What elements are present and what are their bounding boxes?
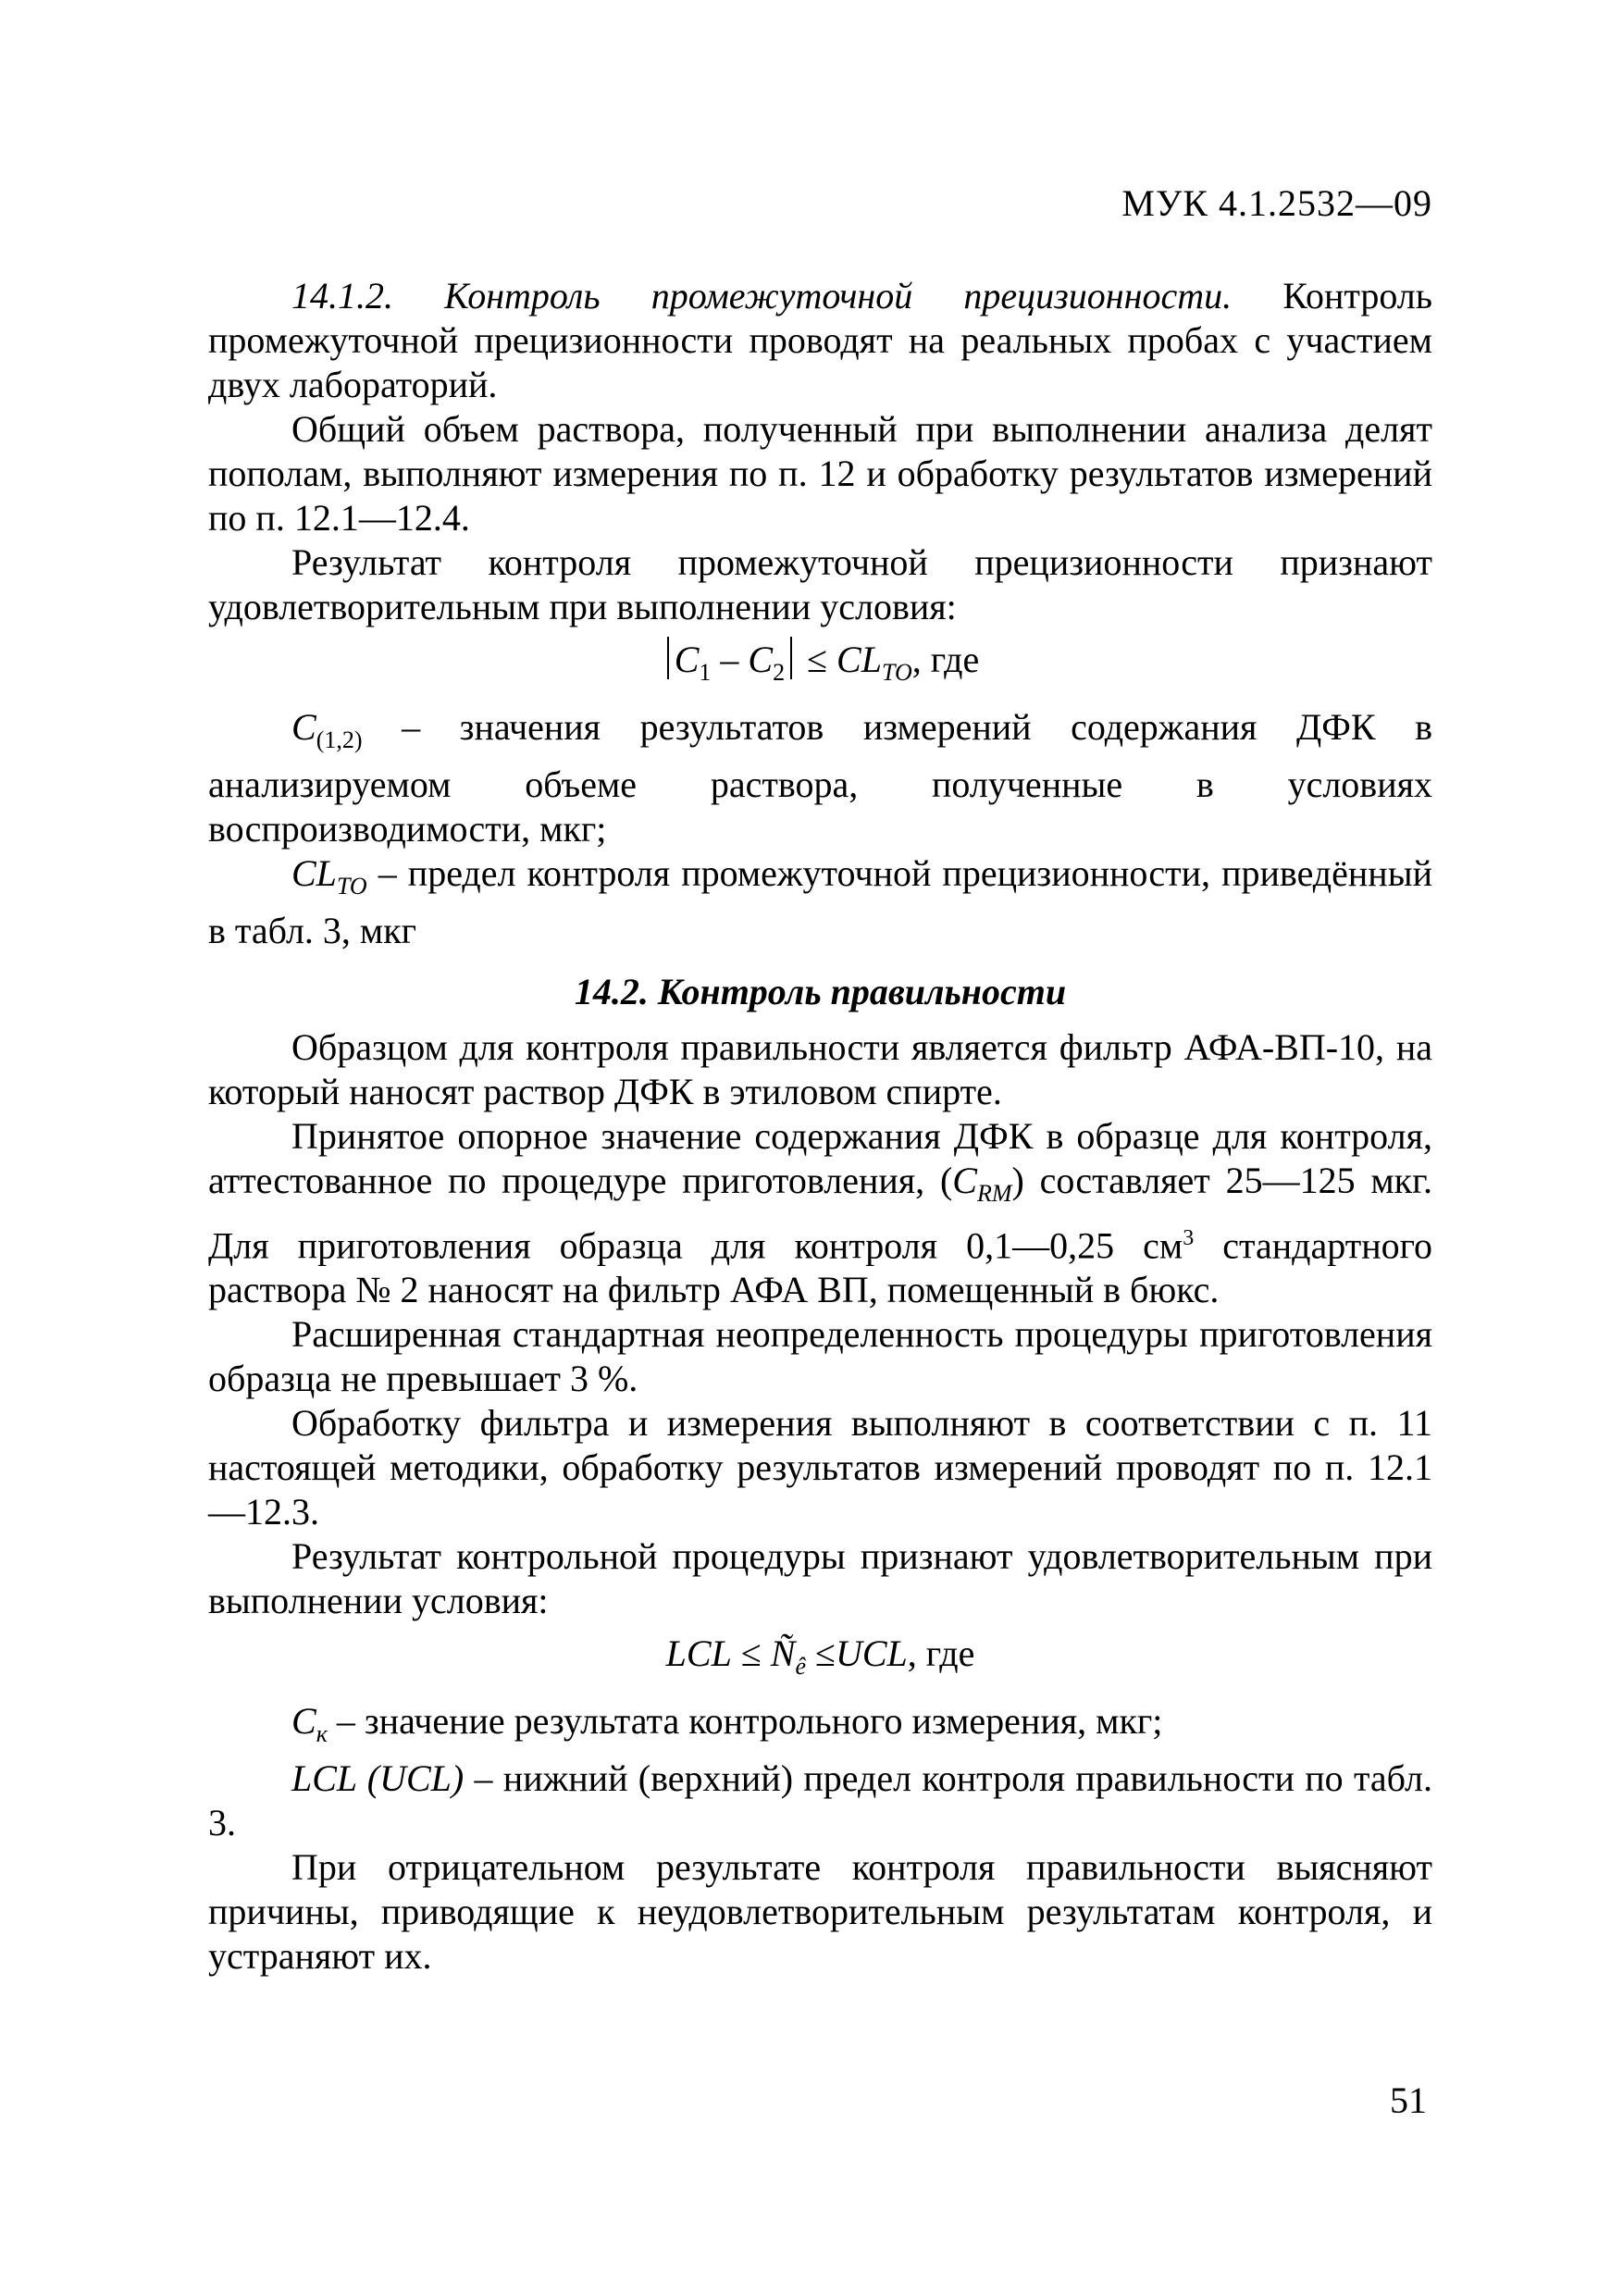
paragraph-solution-split: Общий объем раствора, полученный при выполнении анализа делят пополам, выполняют измерения по п. 12 и обработку результатов измерений по п. 12.1—12.4. bbox=[208, 408, 1432, 539]
ref-symbol-c: C bbox=[952, 1160, 977, 1201]
abs-bar-left bbox=[667, 637, 669, 679]
paragraph-filter-processing: Обработку фильтра и измерения выполняют в соответствии с п. 11 настоящей методики, обработку результатов измерений проводят по п. 12.1—12.3. bbox=[208, 1402, 1432, 1533]
abs-bar-right bbox=[790, 637, 792, 679]
definition-lcl-ucl bbox=[208, 1756, 1432, 1845]
formula-symbol-cl: CL bbox=[836, 639, 882, 680]
def-sub-k: к bbox=[316, 1720, 328, 1748]
def-symbol-lcl-ucl: LCL (UCL) bbox=[291, 1757, 465, 1800]
def-text-clto: – предел контроля промежуточной прецизионности, приведённый в табл. 3, мкг bbox=[208, 852, 1432, 951]
paragraph-control-sample: Образцом для контроля правильности является фильтр АФА-ВП-10, на который наносят раствор ДФК в этиловом спирте. bbox=[208, 1026, 1432, 1112]
formula-ucl: UCL bbox=[835, 1632, 908, 1675]
formula-sub-to: TO bbox=[881, 659, 912, 686]
section-title-14-2: 14.2. Контроль правильности bbox=[574, 971, 1067, 1012]
formula-tail-2: , где bbox=[907, 1632, 975, 1675]
def-symbol-ck: C bbox=[291, 1700, 316, 1743]
def-text-lcl-ucl: – нижний (верхний) предел контроля правильности по табл. 3. bbox=[208, 1757, 1432, 1844]
formula-tail: , где bbox=[911, 639, 980, 680]
formula-correctness bbox=[208, 1627, 1432, 1694]
formula-sub-1: 1 bbox=[699, 659, 712, 686]
formula-le: ≤ bbox=[798, 639, 837, 680]
formula-symbol-c2: C bbox=[748, 639, 774, 680]
definition-ck bbox=[208, 1699, 1432, 1756]
formula-precision bbox=[208, 633, 1432, 700]
formula-minus: – bbox=[711, 639, 749, 680]
formula-n-sub: ê bbox=[795, 1653, 807, 1681]
ref-text-part1: Принятое опорное значение содержания ДФК в образце для контроля, аттестованное по процедуре приготовления, ( bbox=[208, 1115, 1432, 1201]
paragraph-precision-condition: Результат контроля промежуточной прецизионности признают удовлетворительным при выполнении условия: bbox=[208, 541, 1432, 627]
def-symbol-c: C bbox=[291, 706, 316, 748]
ref-sup-3: 3 bbox=[1183, 1226, 1195, 1250]
formula-le-2: ≤ bbox=[806, 1632, 836, 1675]
def-sub-12: (1,2) bbox=[316, 726, 363, 753]
def-sub-to: TO bbox=[336, 873, 367, 900]
formula-symbol-c1: C bbox=[674, 639, 700, 680]
paragraph-uncertainty: Расширенная стандартная неопределенность процедуры приготовления образца не превышает 3 %. bbox=[208, 1313, 1432, 1400]
paragraph-control-condition: Результат контрольной процедуры признают удовлетворительным при выполнении условия: bbox=[208, 1535, 1432, 1622]
document-code-header: МУК 4.1.2532—09 bbox=[1121, 182, 1432, 224]
paragraph-negative-result: При отрицательном результате контроля правильности выясняют причины, приводящие к неудовлетворительным результатам контроля, и устраняют их. bbox=[208, 1846, 1432, 1978]
formula-le-1: ≤ bbox=[731, 1632, 771, 1675]
section-title-14-1-2: 14.1.2. Контроль промежуточной прецизионности. bbox=[291, 275, 1233, 316]
formula-sub-2: 2 bbox=[773, 659, 786, 686]
document-page bbox=[208, 0, 1432, 2296]
definition-clto bbox=[208, 851, 1432, 953]
def-text-c12: – значения результатов измерений содержания ДФК в анализируемом объеме раствора, полученные в условиях воспроизводимости, мкг; bbox=[208, 706, 1432, 850]
formula-n: Ñ bbox=[770, 1632, 796, 1675]
page-content bbox=[208, 274, 1432, 1979]
definition-c12 bbox=[208, 705, 1432, 851]
paragraph-text: Контроль промежуточной прецизионности проводят на реальных пробах с участием двух лабораторий. bbox=[208, 275, 1432, 405]
def-symbol-cl: CL bbox=[291, 852, 337, 894]
ref-text-part2: ) составляет 25—125 мкг. Для приготовления образца для контроля 0,1—0,25 см bbox=[208, 1160, 1433, 1267]
paragraph-intermediate-precision-intro bbox=[208, 274, 1432, 407]
paragraph-reference-value bbox=[208, 1114, 1432, 1312]
ref-sub-rm: RM bbox=[976, 1180, 1012, 1207]
def-text-ck: – значение результата контрольного измерения, мкг; bbox=[327, 1700, 1163, 1743]
page-number: 51 bbox=[1390, 2079, 1427, 2121]
ref-text-part3: стандартного раствора № 2 наносят на фильтр АФА ВП, помещенный в бюкс. bbox=[208, 1224, 1433, 1311]
formula-lcl: LCL bbox=[665, 1632, 732, 1675]
